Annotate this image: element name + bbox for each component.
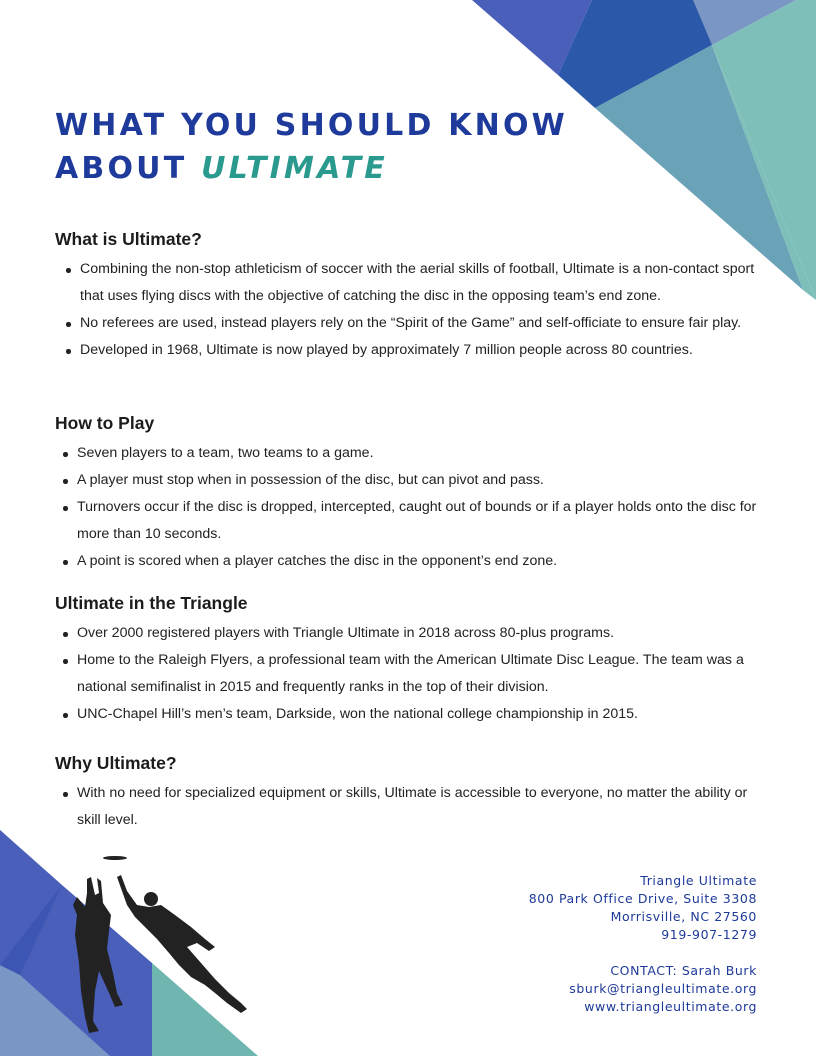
bullet-list [55, 620, 765, 728]
bullet-list [55, 256, 765, 364]
title-line-2-prefix: ABOUT [55, 151, 188, 186]
section-heading: What is Ultimate? [55, 229, 202, 249]
section-why-ultimate [55, 750, 765, 834]
page-title [55, 104, 568, 190]
list-item: No referees are used, instead players rely on the “Spirit of the Game” and self-officiate to ensure fair play. [80, 310, 765, 337]
list-item: A player must stop when in possession of the disc, but can pivot and pass. [77, 467, 765, 494]
list-item: Over 2000 registered players with Triangle Ultimate in 2018 across 80-plus programs. [77, 620, 765, 647]
contact-email[interactable]: sburk@triangleultimate.org [569, 981, 757, 996]
contact-phone: 919-907-1279 [661, 927, 757, 942]
list-item: Home to the Raleigh Flyers, a professional team with the American Ultimate Disc League. The team was a national semifinalist in 2015 and frequently ranks in the top of their division. [77, 647, 765, 701]
section-heading: Why Ultimate? [55, 753, 177, 773]
list-item: Combining the non-stop athleticism of soccer with the aerial skills of football, Ultimate is a non-contact sport that uses flying discs with the objective of catching the disc in the opposing team’s end zone. [80, 256, 765, 310]
title-line-1: WHAT YOU SHOULD KNOW [55, 108, 568, 143]
list-item: With no need for specialized equipment or skills, Ultimate is accessible to everyone, no matter the ability or skill level. [77, 780, 765, 834]
section-ultimate-in-triangle [55, 590, 765, 728]
spacer [529, 944, 757, 962]
contact-person: CONTACT: Sarah Burk [610, 963, 757, 978]
contact-address-line-1: 800 Park Office Drive, Suite 3308 [528, 891, 757, 906]
title-line-2-accent: ULTIMATE [201, 151, 388, 186]
list-item: A point is scored when a player catches the disc in the opponent’s end zone. [77, 548, 765, 575]
section-how-to-play [55, 410, 765, 575]
contact-website[interactable]: www.triangleultimate.org [584, 999, 757, 1014]
list-item: Developed in 1968, Ultimate is now played by approximately 7 million people across 80 countries. [80, 337, 765, 364]
contact-address-line-2: Morrisville, NC 27560 [610, 909, 757, 924]
section-heading: Ultimate in the Triangle [55, 593, 248, 613]
list-item: Seven players to a team, two teams to a game. [77, 440, 765, 467]
list-item: Turnovers occur if the disc is dropped, intercepted, caught out of bounds or if a player holds onto the disc for more than 10 seconds. [77, 494, 765, 548]
section-heading: How to Play [55, 413, 155, 433]
list-item: UNC-Chapel Hill’s men’s team, Darkside, won the national college championship in 2015. [77, 701, 765, 728]
contact-org: Triangle Ultimate [640, 873, 757, 888]
section-what-is-ultimate [55, 226, 765, 364]
players-silhouette-image [65, 853, 250, 1053]
bullet-list [55, 440, 765, 575]
contact-block [529, 872, 757, 1016]
